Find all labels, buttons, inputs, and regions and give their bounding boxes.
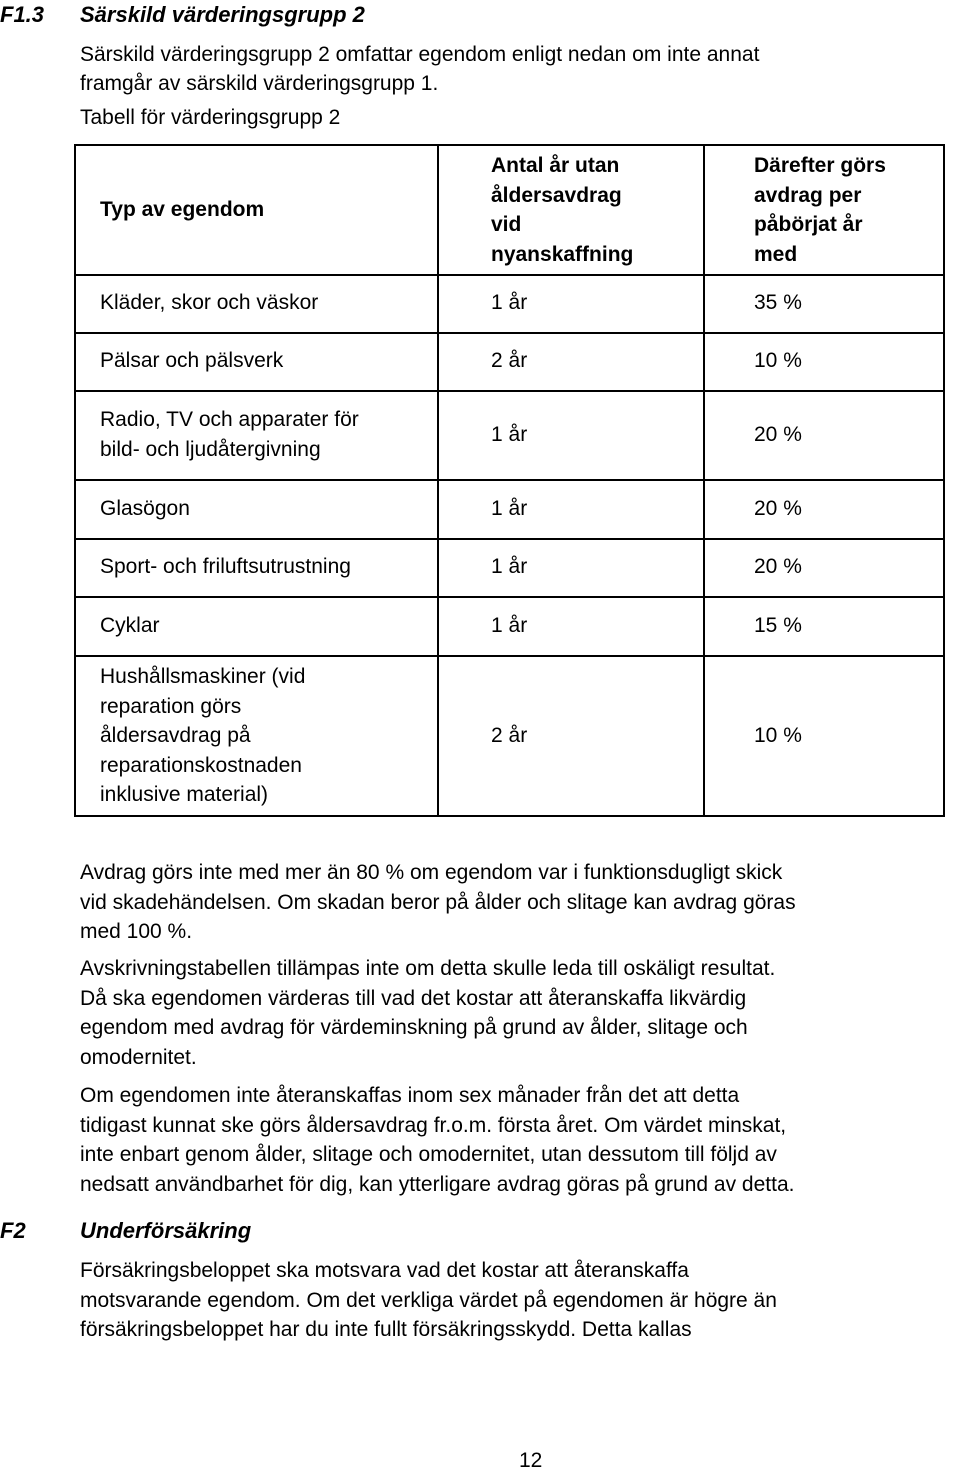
header-deduction-line: avdrag per [754, 183, 862, 207]
paragraph-line: Om egendomen inte återanskaffas inom sex månader från det att detta [80, 1084, 740, 1107]
header-years-without-deduction [491, 146, 696, 274]
row-deduction-cell: 20 % [754, 496, 802, 520]
paragraph-line: omodernitet. [80, 1045, 197, 1069]
header-deduction-per-year [754, 146, 944, 274]
header-deduction-line: påbörjat år [754, 213, 863, 236]
row-years-cell: 1 år [491, 422, 528, 446]
row-deduction-cell: 35 % [754, 291, 802, 315]
section-number-f2: F2 [0, 1218, 26, 1243]
header-years-line: åldersavdrag [491, 183, 622, 207]
paragraph-line: Avdrag görs inte med mer än 80 % om egendom var i funktionsdugligt skick [80, 861, 783, 884]
row-type-line: reparationskostnaden [100, 753, 302, 777]
row-type-line: åldersavdrag på [100, 724, 251, 748]
row-deduction-cell: 10 % [754, 349, 802, 373]
row-years-cell: 2 år [491, 724, 528, 748]
intro-line-2: framgår av särskild värderingsgrupp 1. [80, 72, 439, 95]
row-deduction-cell: 20 % [754, 422, 802, 446]
row-type-line: Hushållsmaskiner (vid [100, 665, 306, 689]
row-deduction-cell: 10 % [754, 724, 802, 748]
paragraph-line: försäkringsbeloppet har du inte fullt försäkringsskydd. Detta kallas [80, 1318, 692, 1341]
paragraph-line: inte enbart genom ålder, slitage och omodernitet, utan dessutom till följd av [80, 1143, 777, 1166]
row-type-cell: Kläder, skor och väskor [100, 291, 319, 315]
section-number-f13: F1.3 [0, 2, 45, 27]
header-years-line: nyanskaffning [491, 242, 634, 266]
paragraph-underinsurance [80, 1256, 777, 1345]
intro-line-1: Särskild värderingsgrupp 2 omfattar egendom enligt nedan om inte annat [80, 43, 760, 66]
row-years-cell: 2 år [491, 349, 528, 373]
paragraph-line: Avskrivningstabellen tillämpas inte om detta skulle leda till oskäligt resultat. [80, 957, 776, 980]
section-title-f2: Underförsäkring [80, 1218, 252, 1243]
header-type-of-property: Typ av egendom [100, 198, 265, 222]
header-deduction-line: Därefter görs [754, 154, 886, 177]
row-years-cell: 1 år [491, 613, 528, 637]
row-type-cell: Glasögon [100, 496, 190, 520]
paragraph-line: vid skadehändelsen. Om skadan beror på ålder och slitage kan avdrag göras [80, 890, 796, 914]
paragraph-line: egendom med avdrag för värdeminskning på grund av ålder, slitage och [80, 1016, 748, 1039]
row-deduction-cell: 15 % [754, 613, 802, 637]
paragraph-line: motsvarande egendom. Om det verkliga värdet på egendomen är högre än [80, 1288, 777, 1312]
row-years-cell: 1 år [491, 291, 528, 315]
row-type-line: Radio, TV och apparater för [100, 408, 359, 431]
row-type-cell: Cyklar [100, 613, 160, 637]
row-type-cell [100, 655, 430, 817]
row-type-line: bild- och ljudåtergivning [100, 437, 321, 461]
section-title-f13: Särskild värderingsgrupp 2 [80, 2, 365, 27]
page-number: 12 [519, 1449, 543, 1472]
table-title: Tabell för värderingsgrupp 2 [80, 106, 341, 129]
header-deduction-line: med [754, 242, 798, 266]
paragraph-line: Då ska egendomen värderas till vad det kostar att återanskaffa likvärdig [80, 986, 747, 1010]
row-type-line: inklusive material) [100, 783, 269, 807]
paragraph-line: med 100 %. [80, 920, 193, 943]
row-deduction-cell: 20 % [754, 555, 802, 579]
paragraph-table-exception [80, 954, 775, 1072]
row-years-cell: 1 år [491, 496, 528, 520]
row-type-cell: Sport- och friluftsutrustning [100, 555, 351, 579]
row-years-cell: 1 år [491, 555, 528, 579]
header-years-line: Antal år utan [491, 154, 620, 177]
paragraph-line: tidigast kunnat ske görs åldersavdrag fr.o.m. första året. Om värdet minskat, [80, 1113, 787, 1137]
header-years-line: vid [491, 213, 522, 236]
paragraph-not-replaced [80, 1081, 794, 1199]
row-type-line: reparation görs [100, 694, 242, 718]
paragraph-line: nedsatt användbarhet för dig, kan ytterligare avdrag göras på grund av detta. [80, 1172, 795, 1196]
paragraph-line: Försäkringsbeloppet ska motsvara vad det kostar att återanskaffa [80, 1259, 689, 1282]
row-type-cell [100, 390, 430, 479]
row-type-cell: Pälsar och pälsverk [100, 349, 284, 373]
paragraph-deduction-limit [80, 858, 796, 947]
valuation-table [74, 144, 945, 817]
